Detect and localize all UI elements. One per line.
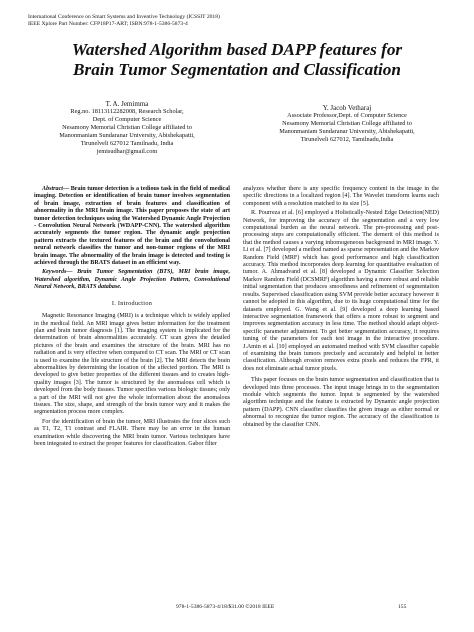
- conference-isbn: IEEE Xplore Part Number: CFP18P17-ART; ISBN:978-1-5386-5873-4: [28, 21, 188, 27]
- keywords: [34, 269, 230, 291]
- title-line-2: Brain Tumor Segmentation and Classification: [73, 60, 401, 79]
- author-affiliation-line: Manonmaniam Sundaranar University, Abishekapatti,: [59, 132, 195, 139]
- author-affiliation-line: Nesamony Memorial Christian College affiliated to: [282, 120, 412, 127]
- footer-isbn: 978-1-5386-5873-4/18/$31.00 ©2018 IEEE: [176, 604, 275, 610]
- conference-name: International Conference on Smart Systems and Inventive Technology (ICSSIT 2018): [28, 14, 220, 20]
- author-affiliation-line: Manonmaniam Sundaranar University, Abishekapatti,: [279, 128, 415, 135]
- left-column: [34, 186, 230, 450]
- author-affiliation-line: Associate Professor,Dept. of Computer Science: [287, 112, 407, 119]
- conference-header: [28, 14, 328, 28]
- keywords-label: Keywords—: [42, 269, 73, 276]
- right-paragraph-3: This paper focuses on the brain tumor segmentation and classification that is developed into three processes. The input image brings in to the segmentation module which segments the tumor. Input is segmented by the watershed algorithm technique and the feature is extracted by Dynamic angle projection pattern (DAPP). CNN classifier classifies the given image as either normal or abnormal to recognize the tumor region. The accuracy of the classification is obtained by the classifier CNN.: [243, 377, 439, 428]
- keywords-text: Brain Tumor Segmentation (BTS), MRI brain image, Watershed algorithm, Dynamic Angle Projection Pattern, Convolutional Neural Network, BRATS database.: [34, 269, 230, 291]
- section-heading-introduction: I. Introduction: [111, 299, 153, 307]
- author-affiliation-line: Tirunelveli 627012, Tamilnadu,India: [300, 136, 394, 143]
- abstract: [34, 186, 230, 267]
- right-paragraph-1: analyzes whether there is any specific frequency content in the image in the specific directions in a localized region [4]. The Wavelet transform learns each component with a resolution matched to its size [5].: [243, 186, 439, 207]
- page-number: 155: [398, 604, 407, 610]
- author-email: jemisudhar@gmail.com: [96, 148, 158, 155]
- abstract-text: Brain tumor detection is a tedious task in the field of medical imaging. Detection or identification of brain tumor involves segmentation of brain image, extraction of brain features and classification of abnormality in the MRI brain image. This paper proposes the state of art tumor detection techniques using the Watershed Dynamic Angle Projection - Convolution Neural Network (WDAPP-CNN). The watershed algorithm accurately segments the tumor region. The dynamic angle projection pattern extracts the textured features of the brain and the convolutional neural network classifies the tumor and non-tumor regions of the MRI brain image. The abnormality of the brain image is detected and testing is achieved through the BRATS dataset in an efficient way.: [34, 186, 230, 267]
- author-name: Y. Jacob Vetharaj: [322, 104, 372, 112]
- author-affiliation-line: Reg.no. 18113112282008, Research Scholar,: [70, 108, 184, 115]
- right-paragraph-2: R. Pourreza et al. [6] employed a Holistically-Nested Edge Detection(NED) Network, for improving the accuracy of the segmentation and a very low computational burden as the neural network. The pre-processing and post-processing steps are computationally efficient. The demerit of this method is that the method causes a varying inhomogeneous background in MRI image. Y. Li et al. [7] developed a method named as sparse representation and the Markov Random Field (MRF) which has good performance and high classification accuracy. This method incorporates deep learning for quantitative evaluation of tumor. A. Ahmadvand et al. [8] developed a Dynamic Classifier Selection Markov Random Field (DCSMRF) algorithm having a more robust and reliable initial segmentation that produces smoothness and refinement of segmentation results. Supervised classification using SVM provide better accuracy however it cannot be adopted in this algorithm, due to its huge computational time for the datasets employed. G. Wang et al. [9] developed a deep learning based interactive segmentation framework that offers a more robust to segment and improves segmentation accuracy in less time. The method should adapt object-specific parameter adjustment. To get better segmentation accuracy, it requires tuning of the parameters for each test image in the interactive procedure. J.Amin et al. [10] employed an automated method with SVM classifier capable of examining the brain tumors precisely and accurately and helpful in better classification. Although erosion removes extra pixels and reduces the FPR, it does not eliminate actual tumor pixels.: [243, 210, 439, 372]
- author-affiliation-line: Tirunelveli 627012 Tamilnadu, India: [80, 140, 174, 147]
- abstract-label: Abstract—: [42, 186, 70, 192]
- title-line-1: Watershed Algorithm based DAPP features for: [71, 40, 403, 59]
- paper-title: [20, 40, 454, 80]
- intro-paragraph-2: For the identification of brain the tumor, MRI illustrates the four slices such as T1, T2, T1 contrast and FLAIR. There may be an error in the human examination while discovering the MRI brain tumor. Various techniques have been integrated to extract the proper features for classification. Gabor filter: [34, 418, 230, 447]
- intro-paragraph-1: Magnetic Resonance Imaging (MRI) is a technique which is widely applied in the medical field. An MRI image gives better information for the treatment plan and brain tumor diagnosis [1]. The imaging system is implicated for the determination of brain abnormalities accurately. CT scan gives the detailed pictures of the brain and examines the structure of the brain. MRI has no radiation and is very effective when compared to CT scan. The MRI or CT scan is used to examine the life structure of the brain [2]. The MRI detects the brain abnormalities by determining the location of the affected portion. The MRI is developed to give better properties of the different tissues and to creates high-quality images [3]. The tumor is structured by the anomalous cell which is developed from the body tissues. Tumor specifies various biologic tissues; only a part of the MRI will not give the whole information about the anomalous tissues. The size, shape, and strength of the brain tumor vary and it makes the segmentation process more complex.: [34, 313, 230, 416]
- author-name: T. A. Jemimma: [105, 100, 149, 108]
- author-block-1: [20, 100, 234, 156]
- author-affiliation-line: Dept. of Computer Science: [92, 116, 162, 123]
- author-affiliation-line: Nesamony Memorial Christian College affiliated to: [62, 124, 192, 131]
- right-column: [243, 186, 439, 431]
- author-block-2: [240, 104, 454, 144]
